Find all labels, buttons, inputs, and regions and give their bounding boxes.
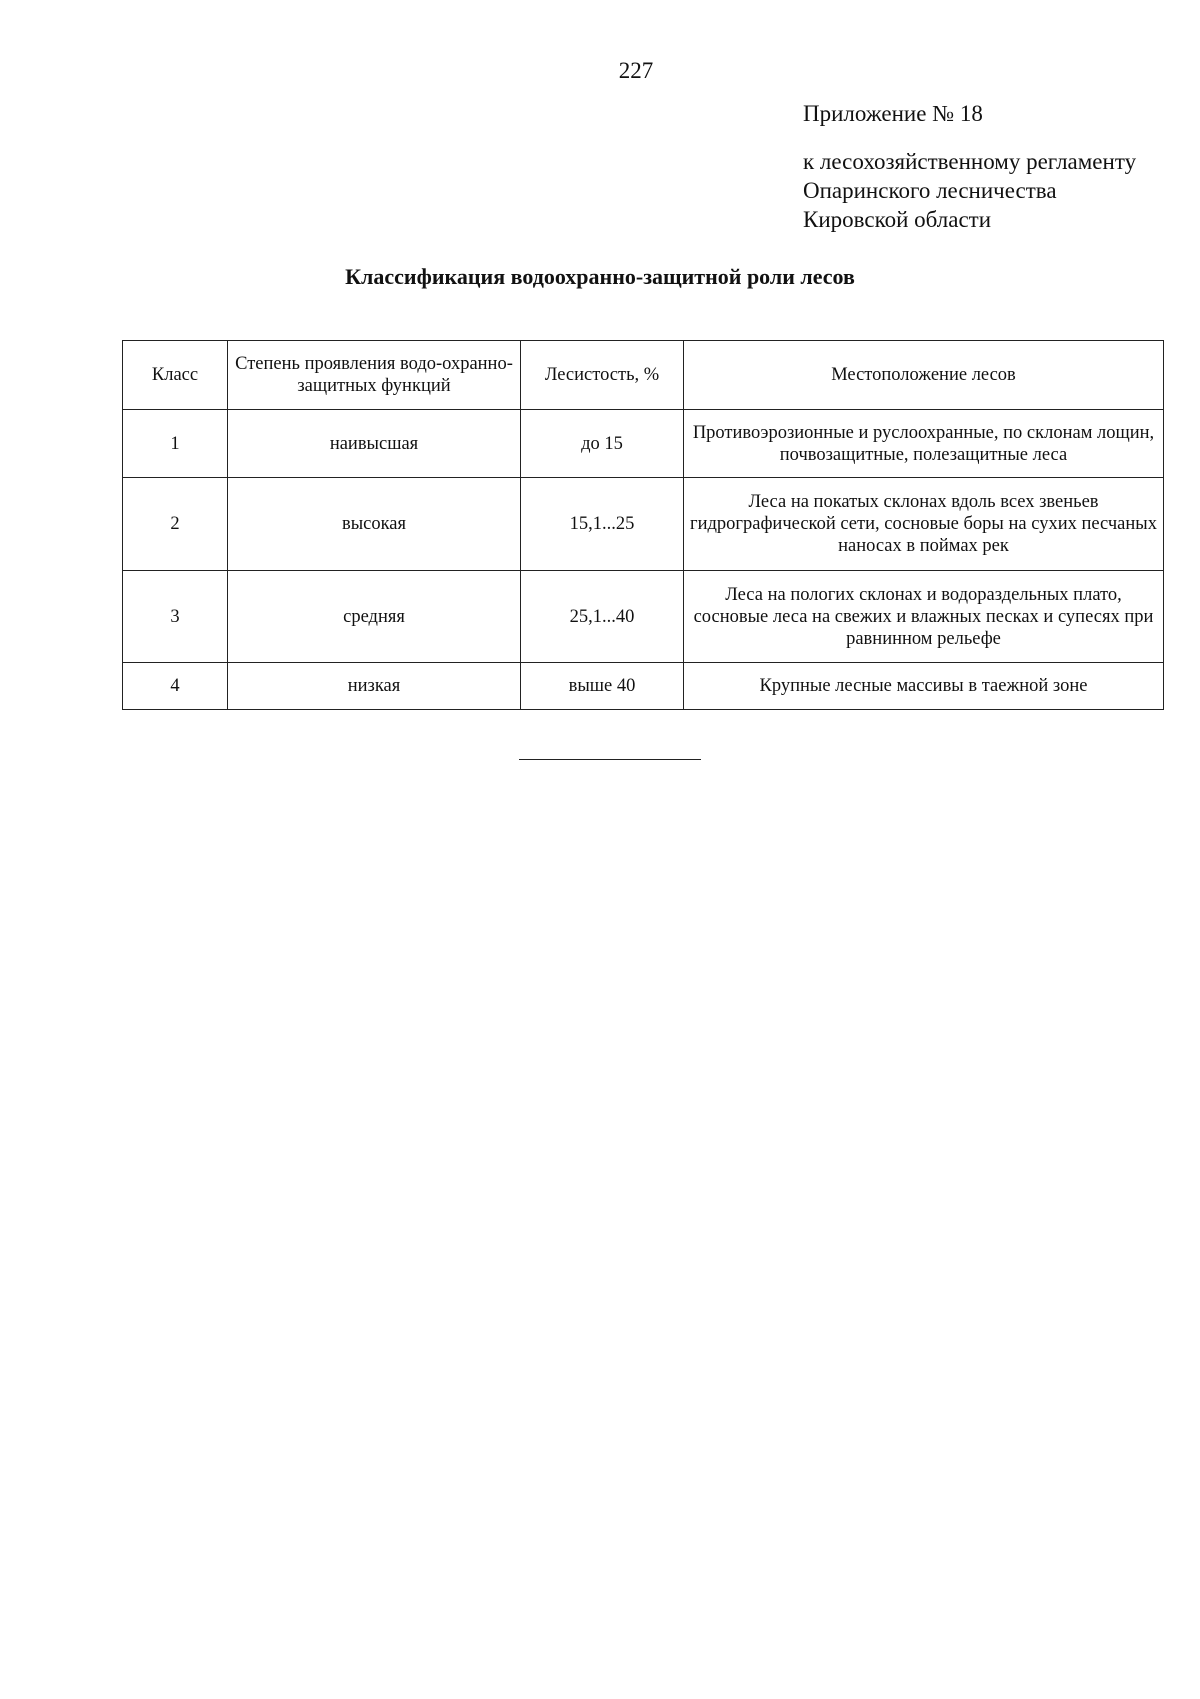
table-row [123,663,1164,710]
header-degree: Степень проявления водо-охранно-защитных функций [228,341,521,410]
classification-table [122,340,1164,710]
table-row [123,478,1164,571]
page-number: 227 [618,58,654,83]
document-title: Классификация водоохранно-защитной роли лесов [345,264,855,289]
cell-forest-cover: выше 40 [521,663,684,710]
cell-class: 2 [123,478,228,571]
footer-divider [519,759,701,760]
header-location: Местоположение лесов [684,341,1164,410]
header-class: Класс [123,341,228,410]
appendix-title: Приложение № 18 [803,101,983,126]
cell-degree: высокая [228,478,521,571]
cell-forest-cover: до 15 [521,410,684,478]
table-row [123,571,1164,663]
cell-class: 4 [123,663,228,710]
appendix-line: Опаринского лесничества [803,178,1057,203]
header-forest-cover: Лесистость, % [521,341,684,410]
cell-location: Леса на покатых склонах вдоль всех звеньев гидрографической сети, сосновые боры на сухих песчаных наносах в поймах рек [684,478,1164,571]
cell-degree: низкая [228,663,521,710]
cell-class: 1 [123,410,228,478]
cell-location: Крупные лесные массивы в таежной зоне [684,663,1164,710]
appendix-line: к лесохозяйственному регламенту [803,149,1137,174]
cell-location: Противоэрозионные и руслоохранные, по склонам лощин, почвозащитные, полезащитные леса [684,410,1164,478]
cell-degree: средняя [228,571,521,663]
cell-class: 3 [123,571,228,663]
cell-forest-cover: 25,1...40 [521,571,684,663]
appendix-block [803,99,1136,234]
table-header-row [123,341,1164,410]
cell-forest-cover: 15,1...25 [521,478,684,571]
cell-degree: наивысшая [228,410,521,478]
cell-location: Леса на пологих склонах и водораздельных плато, сосновые леса на свежих и влажных песках и супесях при равнинном рельефе [684,571,1164,663]
table-row [123,410,1164,478]
appendix-line: Кировской области [803,207,992,232]
